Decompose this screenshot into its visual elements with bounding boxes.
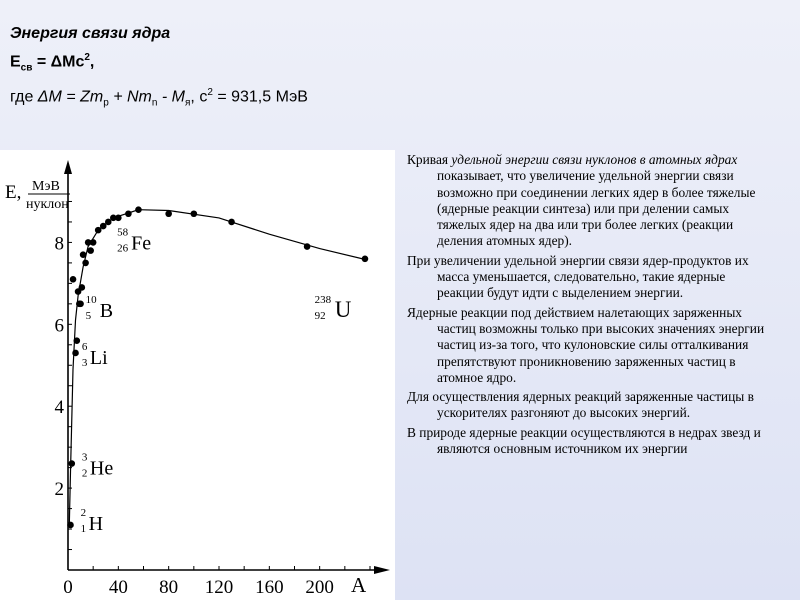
charge-number: 92 (314, 309, 326, 322)
data-point (87, 247, 94, 254)
binding-energy-formula (10, 46, 308, 81)
data-point (228, 219, 235, 226)
data-point (135, 206, 142, 213)
binding-energy-chart (0, 150, 395, 600)
x-axis-label: A (351, 573, 367, 597)
paragraph-1-rest: показывает, что увеличение удельной энергии связи возможно при соединении легких ядер в более тяжелые (ядерные реакции синтеза) или при делении самых тяжелых ядер на два или три более легких (реакции деления атомных ядер). (437, 168, 756, 249)
element-symbol: H (88, 512, 104, 535)
formula-lhs: E (10, 53, 21, 71)
slide-title: Энергия связи ядра (10, 25, 171, 42)
paragraph-1-lead: Кривая (407, 152, 452, 167)
paragraph-1-italic: удельной энергии связи нуклонов в атомных ядрах (451, 152, 738, 167)
paragraph-4: Для осуществления ядерных реакций заряженные частицы в ускорителях разгоняют до высоких энергий. (407, 389, 754, 421)
paragraph-5: В природе ядерные реакции осуществляются в недрах звезд и являются основным источником их энергии (407, 424, 761, 457)
element-label-h (81, 507, 104, 535)
data-point (304, 243, 311, 250)
element-label-he (82, 452, 113, 480)
mass-number: 58 (117, 226, 129, 239)
c2-part: , c (190, 87, 208, 105)
c2-sup: 2 (207, 86, 213, 98)
x-tick-label: 120 (204, 577, 234, 598)
x-tick-label: 0 (63, 577, 73, 598)
delta-m-term: ΔM = Zm (37, 87, 104, 105)
charge-number: 1 (80, 522, 87, 535)
formula-rhs-sup: 2 (84, 52, 90, 63)
data-point (115, 215, 122, 222)
chart-panel (0, 150, 395, 600)
curve-layer (69, 210, 367, 525)
charge-number: 2 (81, 467, 88, 480)
binding-energy-curve (69, 210, 367, 525)
y-tick-label: 8 (54, 233, 64, 255)
formula-tail: , (89, 53, 95, 71)
data-point (68, 460, 75, 467)
element-symbol: U (334, 296, 352, 322)
element-label-b (86, 294, 113, 322)
paragraph-1 (407, 152, 767, 250)
element-labels (81, 226, 352, 534)
data-point (362, 256, 369, 263)
element-symbol: B (99, 299, 114, 322)
header (10, 22, 308, 115)
mass-number: 6 (81, 341, 88, 354)
y-axis-unit-bottom: нуклон (26, 197, 69, 212)
x-axis-arrow (374, 566, 390, 574)
charge-number: 5 (85, 309, 92, 322)
mass-number: 10 (85, 293, 97, 306)
x-tick-label: 80 (159, 577, 179, 598)
x-tick-label: 160 (255, 577, 284, 598)
data-point (80, 251, 87, 258)
formula-lhs-sub: св (20, 62, 33, 74)
x-tick-label: 200 (305, 577, 334, 598)
data-point (125, 210, 132, 217)
data-point (77, 301, 84, 308)
data-point (70, 276, 77, 283)
y-tick-label: 6 (54, 315, 64, 337)
y-tick-label: 4 (54, 397, 64, 419)
data-point (165, 210, 172, 217)
data-point (74, 337, 81, 344)
text-panel (407, 152, 767, 460)
x-tick-label: 40 (108, 577, 128, 598)
sub-ya: я (185, 97, 191, 109)
element-symbol: He (89, 457, 114, 480)
paragraph-3: Ядерные реакции под действием налетающих заряженных частиц возможны только при высоких значениях энергии частиц из-за того, что кулоновские силы отталкивания препятствуют проникновению заряженных частиц в атомное ядро. (407, 304, 765, 385)
sub-n: n (151, 97, 158, 109)
data-point (72, 350, 79, 357)
charge-number: 26 (117, 242, 129, 255)
y-axis-symbol: E, (5, 182, 22, 203)
data-point (90, 239, 97, 246)
formula-rhs: = ΔMc (32, 53, 85, 71)
element-label-li (82, 341, 108, 369)
charge-number: 3 (81, 357, 88, 370)
element-symbol: Fe (131, 232, 152, 255)
minus-m-term: - M (157, 87, 185, 105)
y-axis-arrow (64, 160, 72, 174)
element-label-fe (117, 226, 151, 254)
c2-value: = 931,5 МэВ (212, 87, 308, 105)
where-prefix: где (10, 87, 38, 105)
mass-number: 2 (80, 506, 87, 519)
data-point (82, 260, 89, 267)
element-label-u (315, 294, 352, 322)
mass-defect-formula (10, 81, 308, 116)
y-tick-label: 2 (54, 479, 64, 501)
data-point (67, 522, 74, 529)
y-axis-unit-top: МэВ (32, 179, 60, 194)
plus-n-term: + Nm (108, 87, 152, 105)
mass-number: 3 (81, 451, 88, 464)
data-point (79, 284, 86, 291)
element-symbol: Li (89, 347, 108, 370)
sub-p: p (103, 97, 109, 109)
mass-number: 238 (314, 293, 332, 306)
data-point (191, 210, 198, 217)
paragraph-2: При увеличении удельной энергии связи ядер-продуктов их масса уменьшается, следовательно, такие ядерные реакции будут идти с выделением энергии. (407, 252, 749, 301)
points-layer (67, 206, 368, 528)
